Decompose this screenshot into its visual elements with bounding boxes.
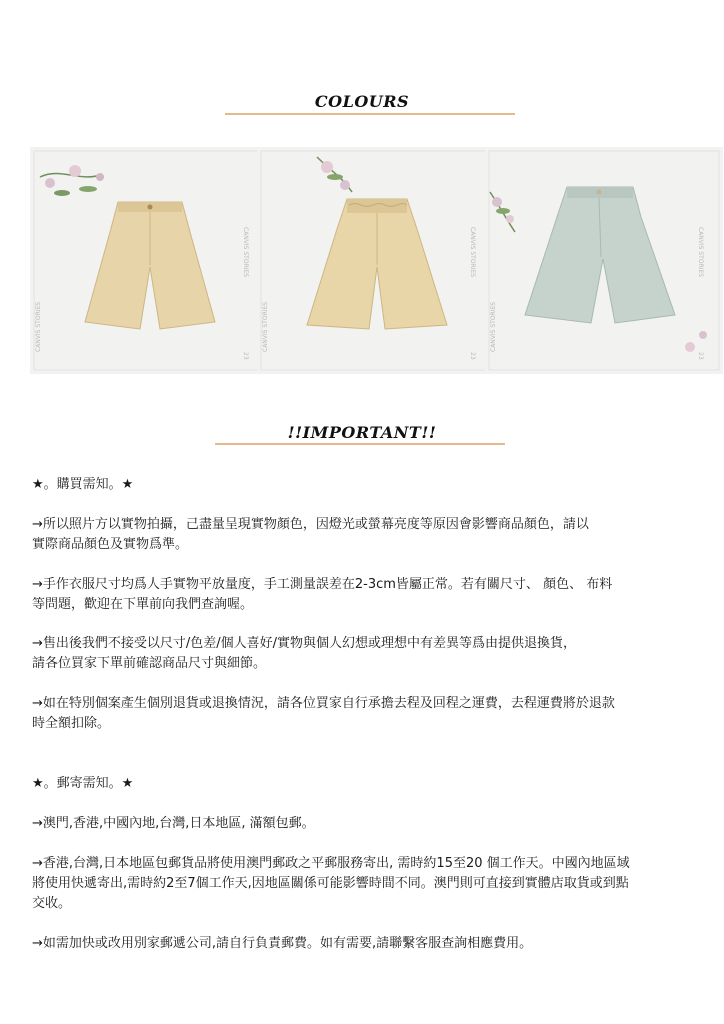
shipping-note-3: →如需加快或改用別家郵遞公司,請自行負責郵費。如有需要,請聯繫客服查詢相應費用。 <box>32 936 533 951</box>
svg-text:23: 23 <box>697 352 704 360</box>
svg-text:CANVIS STORIES: CANVIS STORIES <box>35 301 42 352</box>
purchase-note-2: →手作衣服尺寸均爲人手實物平放量度，手工測量誤差在2-3cm皆屬正常。若有關尺寸、 顏色、 布料 等問題，歡迎在下單前向我們查詢喔。 <box>32 577 613 612</box>
svg-text:CANVIS STORIES: CANVIS STORIES <box>490 301 497 352</box>
important-underline <box>215 443 505 445</box>
svg-text:CANVIS STORIES: CANVIS STORIES <box>242 227 249 278</box>
shipping-heading: ★。郵寄需知。★ <box>32 776 134 791</box>
shipping-note-1: →澳門,香港,中國內地,台灣,日本地區, 滿額包郵。 <box>32 816 315 831</box>
important-title: !!IMPORTANT!! <box>287 423 437 442</box>
purchase-note-4: →如在特別個案產生個別退貨或退換情況，請各位買家自行承擔去程及回程之運費，去程運費將於退款 時全額扣除。 <box>32 696 615 731</box>
colours-title: COLOURS <box>314 92 410 111</box>
svg-text:23: 23 <box>242 352 249 360</box>
shorts-photo-3 <box>485 147 723 374</box>
product-photo-beige-front <box>30 147 268 374</box>
svg-text:CANVIS STORIES: CANVIS STORIES <box>469 227 476 278</box>
svg-text:23: 23 <box>469 352 476 360</box>
shorts-photo-2 <box>257 147 495 374</box>
product-photo-beige-back <box>257 147 495 374</box>
product-photo-mint-front <box>485 147 723 374</box>
purchase-note-3: →售出後我們不接受以尺寸/色差/個人喜好/實物與個人幻想或理想中有差異等爲由提供退換貨， 請各位買家下單前確認商品尺寸與細節。 <box>32 636 577 671</box>
purchase-heading: ★。購買需知。★ <box>32 477 134 492</box>
shipping-note-2: →香港,台灣,日本地區包郵貨品將使用澳門郵政之平郵服務寄出, 需時約15至20 個工作天。中國內地區域 將使用快遞寄出,需時約2至7個工作天,因地區關係可能影響時間不同。澳門則可直接到實體店取貨或到點 交收。 <box>32 856 630 911</box>
svg-text:CANVIS STORIES: CANVIS STORIES <box>262 301 269 352</box>
shorts-photo-1 <box>30 147 268 374</box>
svg-text:CANVIS STORIES: CANVIS STORIES <box>697 227 704 278</box>
purchase-note-1: →所以照片方以實物拍攝，己盡量呈現實物顏色，因燈光或螢幕亮度等原因會影響商品顏色，請以 實際商品顏色及實物爲準。 <box>32 517 589 552</box>
colours-underline <box>225 113 515 115</box>
